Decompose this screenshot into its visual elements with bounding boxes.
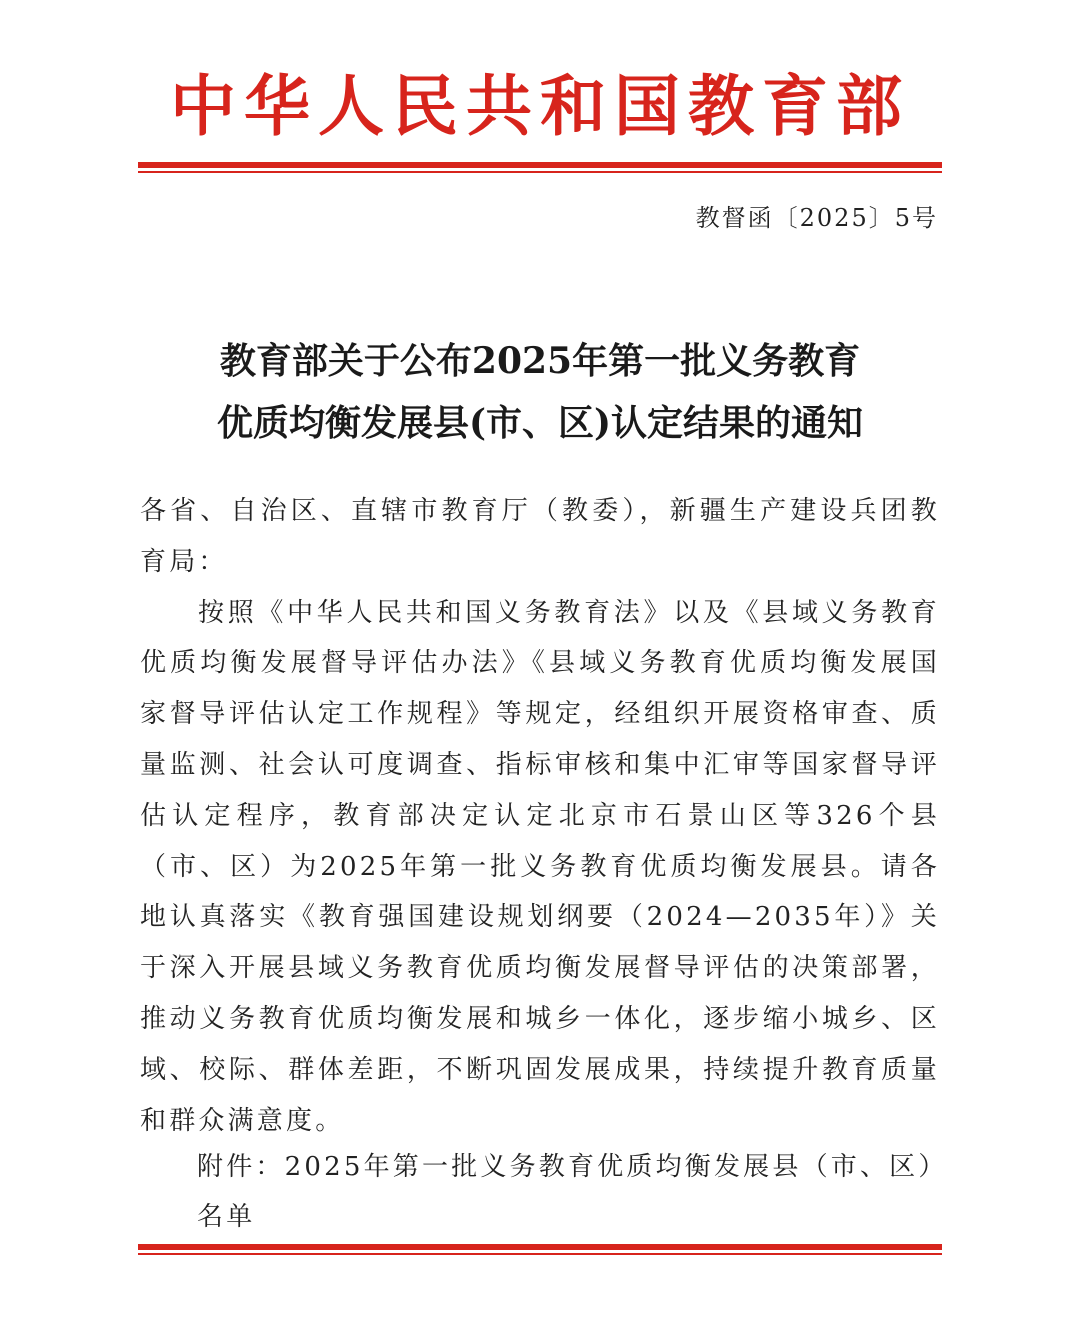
- title-line-1: 教育部关于公布2025年第一批义务教育: [219, 340, 861, 382]
- footer-red-rule: [138, 1244, 942, 1255]
- issuer-masthead: 中华人民共和国教育部: [170, 67, 910, 145]
- title-line-2: 优质均衡发展县(市、区)认定结果的通知: [216, 402, 864, 444]
- document-title: [140, 330, 940, 454]
- attachment-text: 2025年第一批义务教育优质均衡发展县（市、区）名单: [197, 1152, 935, 1232]
- attachment-note: [197, 1142, 940, 1242]
- body-paragraph: 按照《中华人民共和国义务教育法》以及《县域义务教育优质均衡发展督导评估办法》《县域义务教育优质均衡发展国家督导评估认定工作规程》等规定，经组织开展资格审查、质量监测、社会认可度调查、指标审核和集中汇审等国家督导评估认定程序，教育部决定认定北京市石景山区等326个县（市、区）为2025年第一批义务教育优质均衡发展县。请各地认真落实《教育强国建设规划纲要（2024—2035年）》关于深入开展县域义务教育优质均衡发展督导评估的决策部署，推动义务教育优质均衡发展和城乡一体化，逐步缩小城乡、区域、校际、群体差距，不断巩固发展成果，持续提升教育质量和群众满意度。: [140, 597, 940, 1136]
- document-number: 教督函〔2025〕5号: [695, 204, 938, 232]
- masthead-red-rule: [138, 162, 942, 173]
- salutation: 各省、自治区、直辖市教育厅（教委），新疆生产建设兵团教育局：: [140, 496, 940, 577]
- attachment-label: 附件：: [197, 1152, 285, 1182]
- document-body: [140, 486, 940, 1146]
